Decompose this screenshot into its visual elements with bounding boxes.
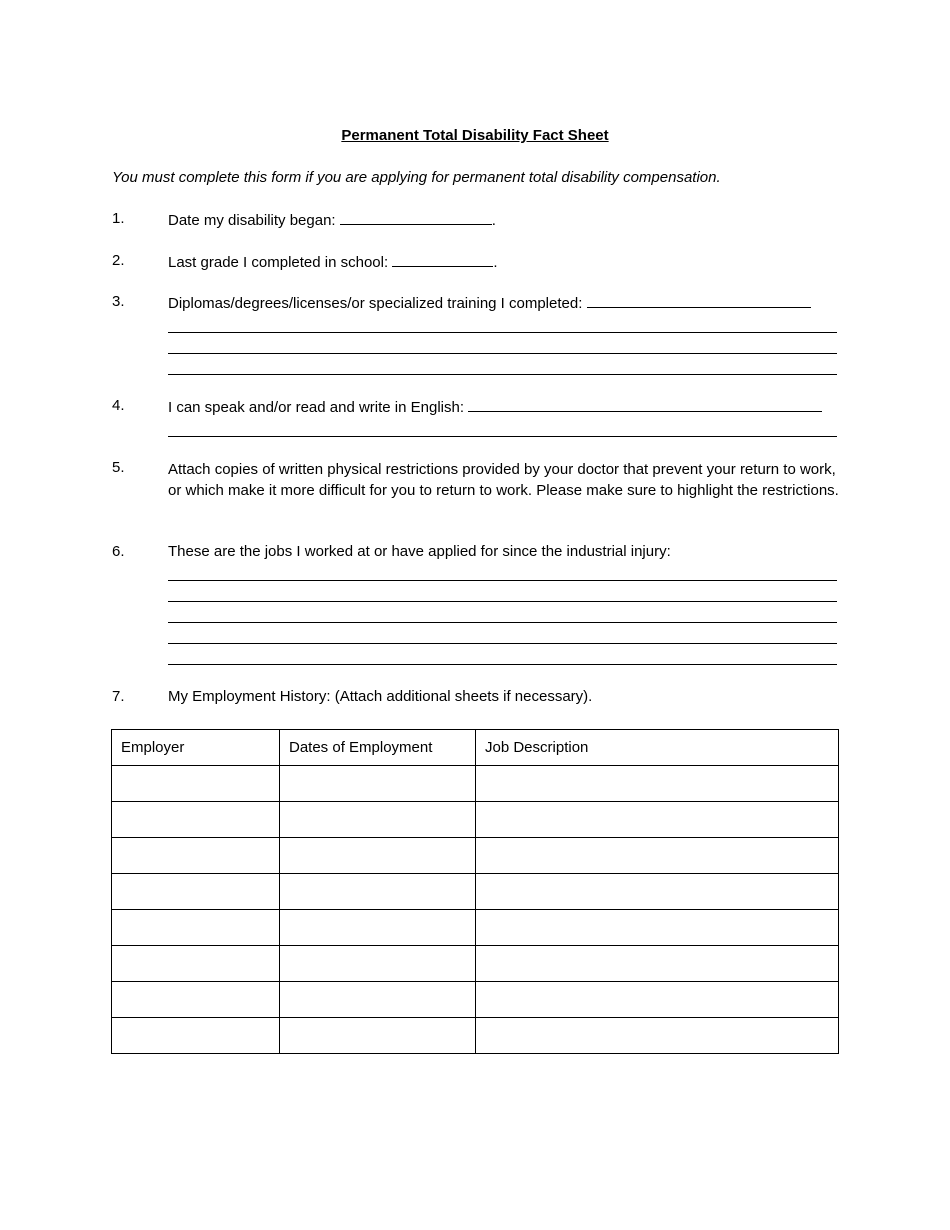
item-2-suffix: .	[493, 254, 498, 271]
item-number-7: 7.	[112, 688, 125, 705]
dates-cell[interactable]	[280, 838, 476, 874]
header-job-description: Job Description	[476, 730, 839, 766]
english-field-line-2[interactable]	[168, 436, 837, 437]
jobs-field-line-5[interactable]	[168, 664, 837, 665]
table-row	[112, 766, 839, 802]
job-description-cell[interactable]	[476, 838, 839, 874]
training-field-line-1[interactable]	[587, 293, 811, 308]
item-2-label: Last grade I completed in school:	[168, 254, 389, 271]
header-dates-of-employment: Dates of Employment	[280, 730, 476, 766]
item-number-1: 1.	[112, 210, 125, 227]
dates-cell[interactable]	[280, 874, 476, 910]
training-field-line-4[interactable]	[168, 374, 837, 375]
dates-cell[interactable]	[280, 946, 476, 982]
employment-history-table	[111, 729, 839, 1054]
table-row	[112, 1018, 839, 1054]
header-employer: Employer	[112, 730, 280, 766]
item-7-label: My Employment History: (Attach additional sheets if necessary).	[168, 688, 593, 705]
dates-cell[interactable]	[280, 982, 476, 1018]
table-header-row	[112, 730, 839, 766]
form-instruction: You must complete this form if you are applying for permanent total disability compensation.	[112, 169, 721, 186]
item-6-label: These are the jobs I worked at or have applied for since the industrial injury:	[168, 543, 671, 560]
employer-cell[interactable]	[112, 874, 280, 910]
item-3-label: Diplomas/degrees/licenses/or specialized training I completed:	[168, 295, 583, 312]
employer-cell[interactable]	[112, 838, 280, 874]
job-description-cell[interactable]	[476, 982, 839, 1018]
job-description-cell[interactable]	[476, 766, 839, 802]
employer-cell[interactable]	[112, 802, 280, 838]
item-4-label: I can speak and/or read and write in English:	[168, 399, 465, 416]
job-description-cell[interactable]	[476, 1018, 839, 1054]
job-description-cell[interactable]	[476, 946, 839, 982]
job-description-cell[interactable]	[476, 802, 839, 838]
table-row	[112, 838, 839, 874]
table-row	[112, 874, 839, 910]
training-field-line-3[interactable]	[168, 353, 837, 354]
item-number-4: 4.	[112, 397, 125, 414]
employer-cell[interactable]	[112, 766, 280, 802]
item-3-row	[168, 293, 811, 312]
jobs-field-line-4[interactable]	[168, 643, 837, 644]
item-5-text: Attach copies of written physical restrictions provided by your doctor that prevent your return to work, or which make it more difficult for you to return to work. Please make sure to highlight the restrictions.	[168, 461, 839, 499]
item-number-6: 6.	[112, 543, 125, 560]
disability-date-field[interactable]	[340, 210, 492, 225]
table-row	[112, 802, 839, 838]
item-2-row	[168, 252, 497, 271]
table-row	[112, 946, 839, 982]
training-field-line-2[interactable]	[168, 332, 837, 333]
employer-cell[interactable]	[112, 982, 280, 1018]
dates-cell[interactable]	[280, 802, 476, 838]
item-number-3: 3.	[112, 293, 125, 310]
employer-cell[interactable]	[112, 1018, 280, 1054]
item-1-row	[168, 210, 496, 229]
item-number-5: 5.	[112, 459, 125, 476]
jobs-field-line-2[interactable]	[168, 601, 837, 602]
table-row	[112, 910, 839, 946]
item-1-label: Date my disability began:	[168, 212, 336, 229]
item-1-suffix: .	[491, 212, 496, 229]
dates-cell[interactable]	[280, 766, 476, 802]
english-field-line-1[interactable]	[468, 397, 822, 412]
last-grade-field[interactable]	[392, 252, 493, 267]
jobs-field-line-1[interactable]	[168, 580, 837, 581]
item-number-2: 2.	[112, 252, 125, 269]
item-4-row	[168, 397, 822, 416]
employer-cell[interactable]	[112, 910, 280, 946]
jobs-field-line-3[interactable]	[168, 622, 837, 623]
table-row	[112, 982, 839, 1018]
job-description-cell[interactable]	[476, 874, 839, 910]
form-title: Permanent Total Disability Fact Sheet	[341, 127, 609, 144]
dates-cell[interactable]	[280, 910, 476, 946]
employer-cell[interactable]	[112, 946, 280, 982]
dates-cell[interactable]	[280, 1018, 476, 1054]
job-description-cell[interactable]	[476, 910, 839, 946]
